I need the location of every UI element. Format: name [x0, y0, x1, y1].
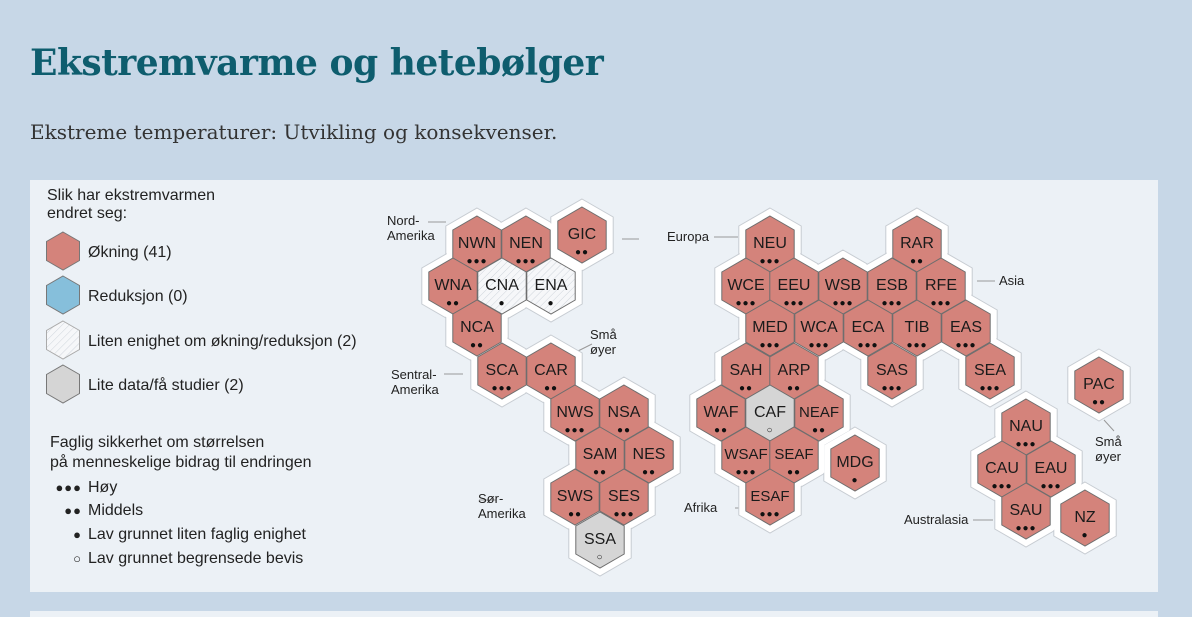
region-label-afrika	[684, 500, 718, 515]
region-code: WNA	[434, 277, 472, 294]
region-label-line: Små	[1095, 434, 1122, 449]
legend-label: Reduksjon (0)	[88, 288, 188, 305]
region-confidence-dots: ●●●	[881, 298, 903, 309]
region-confidence-dots: ●●	[786, 383, 802, 394]
region-confidence-dots: ●●●	[735, 298, 757, 309]
region-label-asia	[999, 273, 1025, 288]
region-confidence-dots: ●●●	[783, 298, 805, 309]
region-confidence-dots: ●●●	[491, 383, 513, 394]
legend-label: Liten enighet om økning/reduksjon (2)	[88, 333, 357, 350]
region-label-line: Amerika	[478, 506, 526, 521]
region-confidence-dots: ●●●	[857, 340, 879, 351]
region-code: NSA	[607, 404, 641, 421]
region-confidence-dots: ●●●	[808, 340, 830, 351]
confidence-item	[64, 502, 143, 519]
region-code: NEN	[509, 235, 543, 252]
region-confidence-dots: ●●●	[759, 340, 781, 351]
region-label-europa	[667, 229, 710, 244]
confidence-item	[55, 479, 117, 496]
region-confidence-dots: ●●●	[735, 467, 757, 478]
region-confidence-dots: ●●●	[1015, 439, 1037, 450]
region-code: NEAF	[798, 404, 840, 421]
region-label-smaa-oyer-am	[590, 327, 618, 357]
region-confidence-dots: ●	[498, 298, 506, 309]
region-code: NES	[632, 446, 666, 463]
region-confidence-dots: ●●	[909, 256, 925, 267]
confidence-label: Høy	[88, 479, 118, 496]
region-code: CAF	[754, 404, 786, 421]
legend-item-increase	[47, 232, 172, 270]
region-confidence-dots: ●●●	[832, 298, 854, 309]
confidence-item	[73, 550, 303, 567]
region-code: WSB	[824, 277, 862, 294]
region-code: CNA	[485, 277, 519, 294]
region-confidence-dots: ●●●	[979, 383, 1001, 394]
region-code: NCA	[460, 319, 494, 336]
region-code: PAC	[1083, 376, 1115, 393]
region-code: ESB	[875, 277, 909, 294]
region-code: MDG	[836, 454, 874, 471]
confidence-heading: Faglig sikkerhet om størrelsen	[50, 434, 265, 451]
region-code: NAU	[1009, 418, 1043, 435]
region-label-australasia	[904, 512, 969, 527]
confidence-heading: på menneskelige bidrag til endringen	[50, 454, 312, 471]
region-label-line: Amerika	[391, 382, 439, 397]
region-label-line: Asia	[999, 273, 1025, 288]
region-code: ECA	[851, 319, 885, 336]
region-label-line: Små	[590, 327, 617, 342]
region-confidence-dots: ●	[851, 475, 859, 486]
extreme-heat-hexmap	[30, 180, 1158, 592]
region-code: NZ	[1074, 509, 1096, 526]
confidence-dots: ●	[73, 527, 82, 542]
page-title: Ekstremvarme og hetebølger	[30, 42, 604, 84]
figure-panel	[30, 180, 1158, 592]
legend-label: Lite data/få studier (2)	[88, 377, 244, 394]
region-confidence-dots: ●●●	[955, 340, 977, 351]
region-code: SAH	[729, 362, 763, 379]
region-confidence-dots: ●●●	[613, 509, 635, 520]
region-confidence-dots: ●●	[469, 340, 485, 351]
region-code: ENA	[534, 277, 568, 294]
region-confidence-dots: ●●	[641, 467, 657, 478]
region-confidence-dots: ●●●	[564, 425, 586, 436]
region-code: WCA	[800, 319, 838, 336]
region-label-sor-amerika	[478, 491, 526, 521]
region-confidence-dots: ●●●	[759, 256, 781, 267]
legend-label: Økning (41)	[88, 244, 172, 261]
region-code: SAS	[875, 362, 909, 379]
region-confidence-dots: ●●	[574, 247, 590, 258]
region-code: SAU	[1009, 502, 1043, 519]
region-label-line: øyer	[590, 342, 616, 357]
region-confidence-dots: ●●	[543, 383, 559, 394]
region-confidence-dots: ●	[547, 298, 555, 309]
region-code: NWN	[457, 235, 497, 252]
region-code: SWS	[556, 488, 594, 505]
next-panel-edge	[30, 611, 1158, 617]
region-label-line: Europa	[667, 229, 709, 244]
region-confidence-dots: ●●	[1091, 397, 1107, 408]
region-code: NWS	[556, 404, 594, 421]
connector-line	[1104, 420, 1114, 431]
region-code: CAR	[534, 362, 568, 379]
region-label-sentral-amerika	[391, 367, 439, 397]
region-code: NEU	[753, 235, 787, 252]
region-label-nord-amerika	[387, 213, 435, 243]
region-confidence-dots: ●	[1081, 530, 1089, 541]
region-confidence-dots: ●●●	[1015, 523, 1037, 534]
region-confidence-dots: ●●	[445, 298, 461, 309]
region-code: SAM	[582, 446, 618, 463]
region-confidence-dots: ●●	[738, 383, 754, 394]
region-code: WAF	[703, 404, 739, 421]
region-label-line: Sør-	[478, 491, 504, 506]
legend-item-limited_data	[47, 365, 244, 403]
region-code: GIC	[567, 226, 597, 243]
page-subtitle: Ekstreme temperaturer: Utvikling og konsekvenser.	[30, 120, 558, 144]
region-label-smaa-oyer-pac	[1095, 434, 1123, 464]
region-code: SEAF	[774, 446, 814, 463]
confidence-dots: ●●●	[55, 480, 82, 495]
region-confidence-dots: ●●●	[515, 256, 537, 267]
legend-item-low_agreement	[47, 321, 357, 359]
region-code: ESAF	[750, 488, 790, 505]
region-confidence-dots: ●●●	[759, 509, 781, 520]
region-label-line: øyer	[1095, 449, 1121, 464]
region-confidence-dots: ●●	[713, 425, 729, 436]
region-confidence-dots: ●●●	[906, 340, 928, 351]
region-code: EAU	[1034, 460, 1068, 477]
region-confidence-dots: ●●●	[930, 298, 952, 309]
region-confidence-dots: ●●	[616, 425, 632, 436]
confidence-label: Lav grunnet liten faglig enighet	[88, 526, 306, 543]
confidence-item	[73, 526, 306, 543]
region-code: SSA	[583, 531, 617, 548]
region-confidence-dots: ●●●	[881, 383, 903, 394]
region-label-line: Amerika	[387, 228, 435, 243]
region-confidence-dots: ●●	[567, 509, 583, 520]
region-code: EAS	[949, 319, 983, 336]
confidence-dots: ○	[73, 551, 82, 566]
region-code: ARP	[777, 362, 811, 379]
legend-item-decrease	[47, 276, 188, 314]
region-confidence-dots: ●●	[592, 467, 608, 478]
region-confidence-dots: ●●	[786, 467, 802, 478]
legend-heading: Slik har ekstremvarmen	[47, 187, 216, 204]
region-confidence-dots: ●●●	[466, 256, 488, 267]
region-code: TIB	[904, 319, 930, 336]
region-code: CAU	[985, 460, 1019, 477]
region-code: SCA	[485, 362, 519, 379]
legend-swatch-icon	[47, 232, 80, 270]
region-code: WSAF	[724, 446, 768, 463]
region-confidence-dots: ○	[596, 552, 604, 563]
legend-swatch-icon	[47, 365, 80, 403]
confidence-label: Lav grunnet begrensede bevis	[88, 550, 304, 567]
region-label-line: Nord-	[387, 213, 420, 228]
region-confidence-dots: ●●	[811, 425, 827, 436]
legend-heading: endret seg:	[47, 205, 128, 222]
region-label-line: Australasia	[904, 512, 969, 527]
region-code: SES	[607, 488, 641, 505]
region-code: WCE	[727, 277, 765, 294]
region-code: RAR	[900, 235, 934, 252]
legend-swatch-icon	[47, 276, 80, 314]
region-code: SEA	[973, 362, 1007, 379]
region-code: RFE	[925, 277, 957, 294]
region-label-line: Afrika	[684, 500, 718, 515]
region-code: EEU	[777, 277, 811, 294]
region-confidence-dots: ○	[766, 425, 774, 436]
region-confidence-dots: ●●●	[991, 481, 1013, 492]
region-confidence-dots: ●●●	[1040, 481, 1062, 492]
confidence-dots: ●●	[64, 503, 82, 518]
region-label-line: Sentral-	[391, 367, 437, 382]
legend-swatch-icon	[47, 321, 80, 359]
region-code: MED	[752, 319, 788, 336]
confidence-label: Middels	[88, 502, 144, 519]
